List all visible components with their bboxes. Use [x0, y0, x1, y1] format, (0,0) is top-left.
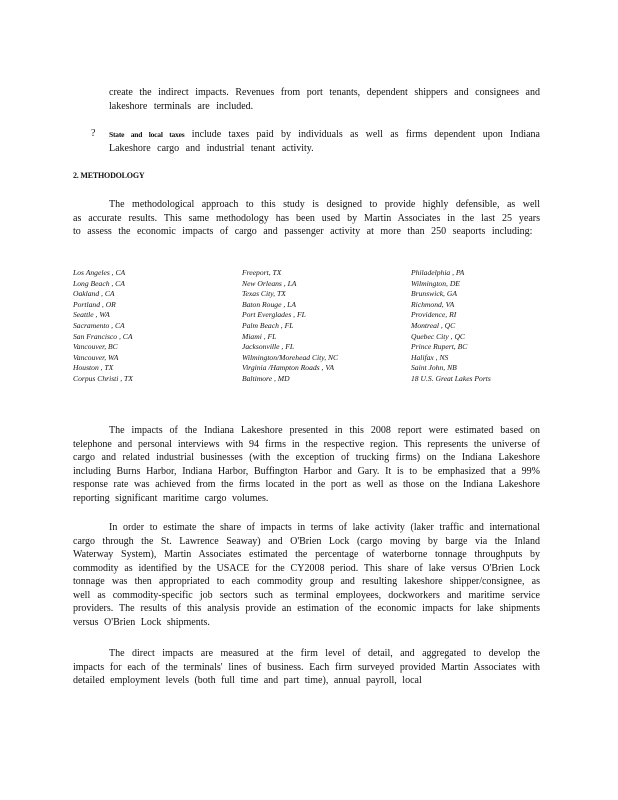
port-item: Port Everglades , FL [242, 310, 306, 320]
port-item: Vancouver, WA [73, 352, 119, 362]
section-heading: 2. METHODOLOGY [73, 171, 145, 180]
port-item: Houston , TX [73, 363, 114, 373]
port-item: Baltimore , MD [242, 373, 290, 383]
port-item: New Orleans , LA [242, 278, 297, 288]
port-item: Philadelphia , PA [411, 268, 465, 277]
port-item: Jacksonville , FL [242, 342, 295, 352]
port-item: Texas City, TX [242, 289, 286, 299]
port-item: Saint John, NB [411, 363, 457, 373]
port-item: Portland , OR [73, 299, 116, 309]
port-item: Halifax , NS [411, 352, 449, 362]
port-item: Long Beach , CA [73, 278, 125, 288]
port-item: Baton Rouge , LA [242, 299, 296, 309]
port-item: Oakland , CA [73, 289, 115, 299]
port-item: Seattle , WA [73, 310, 110, 320]
ports-column-1 [73, 268, 133, 385]
port-item: Vancouver, BC [73, 342, 118, 352]
bullet-item-taxes [109, 128, 540, 155]
paragraph-lake-share: In order to estimate the share of impacts in terms of lake activity (laker traffic and international cargo through the St. Lawrence Seaway) and O'Brien Lock (cargo moving by barge via the Inland Waterway System), Martin Associates estimated the percentage of waterborne tonnage throughputs by commodity as identified by the USACE for the CY2008 period. This share of lake versus O'Brien Lock tonnage was then appropriated to each commodity group and resulting lakeshore shipper/consignee, as well as commodity-specific job sectors such as terminal employees, dockworkers and maritime service providers. The results of this analysis provide an estimation of the economic impacts for lake shipments versus O'Brien Lock shipments. [73, 522, 540, 628]
bullet-marker: ? [91, 128, 96, 139]
port-item: 18 U.S. Great Lakes Ports [411, 373, 491, 383]
port-item: Providence, RI [411, 310, 457, 320]
paragraph-continued: create the indirect impacts. Revenues from port tenants, dependent shippers and consignees and lakeshore terminals are included. [109, 87, 540, 112]
bullet-body-text: include taxes paid by individuals as well as firms dependent upon Indiana Lakeshore cargo and industrial tenant activity. [109, 129, 540, 154]
port-item: San Francisco , CA [73, 331, 133, 341]
port-item: Freeport, TX [242, 268, 282, 277]
port-item: Montreal , QC [411, 320, 456, 330]
port-item: Sacramento , CA [73, 320, 125, 330]
paragraph-interviews: The impacts of the Indiana Lakeshore presented in this 2008 report were estimated based on telephone and personal interviews with 94 firms in the respective region. This represents the universe of cargo and related industrial businesses (with the exception of trucking firms) on the Indiana Lakeshore including Burns Harbor, Indiana Harbor, Buffington Harbor and Gary. It is to be emphasized that a 99% response rate was achieved from the firms located in the port as well as those on the Indiana Lakeshore reporting significant maritime cargo volumes. [73, 425, 540, 504]
port-item: Brunswick, GA [411, 289, 457, 299]
bullet-lead-text: State and local taxes [109, 130, 185, 139]
port-item: Corpus Christi , TX [73, 373, 133, 383]
ports-column-2 [242, 268, 338, 385]
port-item: Prince Rupert, BC [411, 342, 468, 352]
port-item: Wilmington, DE [411, 278, 460, 288]
port-item: Los Angeles , CA [73, 268, 126, 277]
port-item: Wilmington/Morehead City, NC [242, 352, 339, 362]
port-item: Quebec City , QC [411, 331, 465, 341]
port-item: Virginia /Hampton Roads , VA [242, 363, 335, 373]
paragraph-direct-impacts: The direct impacts are measured at the firm level of detail, and aggregated to develop the impacts for each of the terminals' lines of business. Each firm surveyed provided Martin Associates with detailed employment levels (both full time and part time), annual payroll, local [73, 648, 540, 686]
port-item: Palm Beach , FL [242, 320, 294, 330]
ports-column-3 [411, 268, 491, 385]
port-item: Richmond, VA [411, 299, 455, 309]
paragraph-methodology: The methodological approach to this study is designed to provide highly defensible, as well as accurate results. This same methodology has been used by Martin Associates in the last 25 years to assess the economic impacts of cargo and passenger activity at more than 250 seaports including: [73, 199, 540, 237]
port-item: Miami , FL [242, 331, 277, 341]
